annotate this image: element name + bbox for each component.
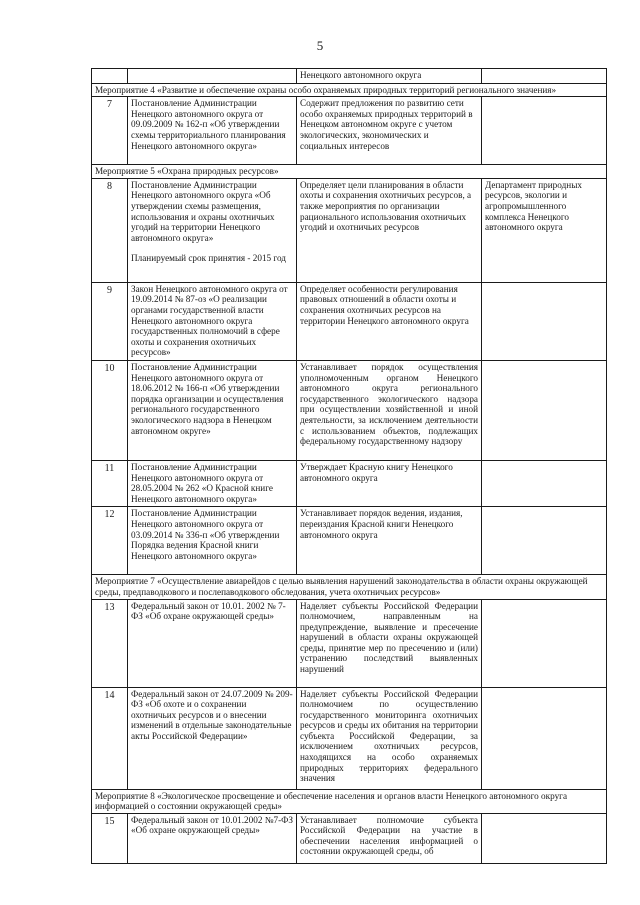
cell-desc: Наделяет субъекты Российской Федерации полномочием по осуществлению государственного мониторинга охотничьих ресурсов и среды их обитания на территории субъекта Российской Федерации, за исключением охотничьих ресурсов, находящихся на особо охраняемых природных территориях федерального значения <box>297 687 482 789</box>
section-title: Мероприятие 4 «Развитие и обеспечение охраны особо охраняемых природных территорий регионального значения» <box>92 83 607 97</box>
table-row <box>92 460 607 506</box>
row-number: 13 <box>92 599 128 687</box>
table-row <box>92 813 607 863</box>
row-number: 9 <box>92 282 128 360</box>
cell-responsible <box>482 97 607 165</box>
cell-act: Федеральный закон от 10.01. 2002 № 7-ФЗ «Об охране окружающей среды» <box>128 599 297 687</box>
cell-desc: Наделяет субъекты Российской Федерации полномочием, направленным на предупреждение, выявление и пресечение нарушений в области охраны окружающей среды, принятие мер по пресечению и (или) устранению последствий выявленных нарушений <box>297 599 482 687</box>
cell-desc: Устанавливает порядок осуществления уполномоченным органом Ненецкого автономного округа регионального государственного экологического надзора при осуществлении хозяйственной и иной деятельности, за исключением деятельности с использованием объектов, подлежащих федеральному государственному надзору <box>297 360 482 460</box>
cell-responsible <box>482 282 607 360</box>
act-note: Планируемый срок принятия - 2015 год <box>131 253 286 264</box>
cell-responsible: Департамент природных ресурсов, экологии и агропромышленного комплекса Ненецкого автономного округа <box>482 178 607 282</box>
cell-desc: Устанавливает полномочие субъекта Российской Федерации на участие в обеспечении населения информацией о состоянии окружающей среды, об <box>297 813 482 863</box>
cell-act: Постановление Администрации Ненецкого автономного округа от 28.05.2004 № 262 «О Красной книге Ненецкого автономного округа» <box>128 460 297 506</box>
cell-act: Закон Ненецкого автономного округа от 19.09.2014 № 87-оз «О реализации органами государственной власти Ненецкого автономного округа государственных полномочий в сфере охоты и сохранения охотничьих ресурсов» <box>128 282 297 360</box>
row-number: 11 <box>92 460 128 506</box>
table-row <box>92 599 607 687</box>
row-number: 7 <box>92 97 128 165</box>
cell-responsible <box>482 599 607 687</box>
cell-responsible <box>482 687 607 789</box>
section-row <box>92 83 607 97</box>
cell-act: Постановление Администрации Ненецкого автономного округа от 09.09.2009 № 162-п «Об утверждении схемы территориального планирования Ненецкого автономного округа» <box>128 97 297 165</box>
cell-act: Постановление Администрации Ненецкого автономного округа от 03.09.2014 № 336-п «Об утверждении Порядка ведения Красной книги Ненецкого автономного округа» <box>128 507 297 575</box>
row-number: 10 <box>92 360 128 460</box>
cell-act: Федеральный закон от 10.01.2002 №7-ФЗ «Об охране окружающей среды» <box>128 813 297 863</box>
cell-act: Федеральный закон от 24.07.2009 № 209-ФЗ «Об охоте и о сохранении охотничьих ресурсов и о внесении изменений в отдельные законодательные акты Российской Федерации» <box>128 687 297 789</box>
section-title: Мероприятие 5 «Охрана природных ресурсов» <box>92 165 607 179</box>
cell-responsible <box>482 360 607 460</box>
table-row <box>92 360 607 460</box>
section-row <box>92 789 607 813</box>
cell-act: Постановление Администрации Ненецкого автономного округа от 18.06.2012 № 166-п «Об утверждении порядка организации и осуществления регионального государственного экологического надзора в Ненецком автономном округе» <box>128 360 297 460</box>
row-number: 12 <box>92 507 128 575</box>
section-title: Мероприятие 8 «Экологическое просвещение и обеспечение населения и органов власти Ненецкого автономного округа информацией о состоянии окружающей среды» <box>92 789 607 813</box>
act-title: Постановление Администрации Ненецкого автономного округа «Об утверждении схемы размещения, использования и охраны охотничьих угодий на территории Ненецкого автономного округа» <box>131 179 275 243</box>
cell-desc: Содержит предложения по развитию сети особо охраняемых природных территорий в Ненецком автономном округе с учетом экологических, экономических и социальных интересов <box>297 97 482 165</box>
section-row <box>92 165 607 179</box>
row-number: 8 <box>92 178 128 282</box>
section-title: Мероприятие 7 «Осуществление авиарейдов с целью выявления нарушений законодательства в области охраны окружающей среды, предпаводкового и послепаводкового обследования, учета охотничьих ресурсов» <box>92 575 607 599</box>
legal-acts-table <box>91 68 607 864</box>
cell-desc: Определяет цели планирования в области охоты и сохранения охотничьих ресурсов, а также мероприятия по организации рационального использования охотничьих угодий и охотничьих ресурсов <box>297 178 482 282</box>
table-row <box>92 507 607 575</box>
table-row <box>92 687 607 789</box>
table-row <box>92 178 607 282</box>
cell-responsible <box>482 507 607 575</box>
row-number: 14 <box>92 687 128 789</box>
cell-desc: Ненецкого автономного округа <box>297 69 482 84</box>
cell-desc: Утверждает Красную книгу Ненецкого автономного округа <box>297 460 482 506</box>
cell-act <box>128 178 297 282</box>
section-row <box>92 575 607 599</box>
cell-responsible <box>482 813 607 863</box>
row-number: 15 <box>92 813 128 863</box>
cell-desc: Устанавливает порядок ведения, издания, переиздания Красной книги Ненецкого автономного округа <box>297 507 482 575</box>
table-row <box>92 97 607 165</box>
cell-responsible <box>482 460 607 506</box>
cell-desc: Определяет особенности регулирования правовых отношений в области охоты и сохранения охотничьих ресурсов на территории Ненецкого автономного округа <box>297 282 482 360</box>
page-number: 5 <box>316 38 324 53</box>
table-row <box>92 282 607 360</box>
table-row <box>92 69 607 84</box>
